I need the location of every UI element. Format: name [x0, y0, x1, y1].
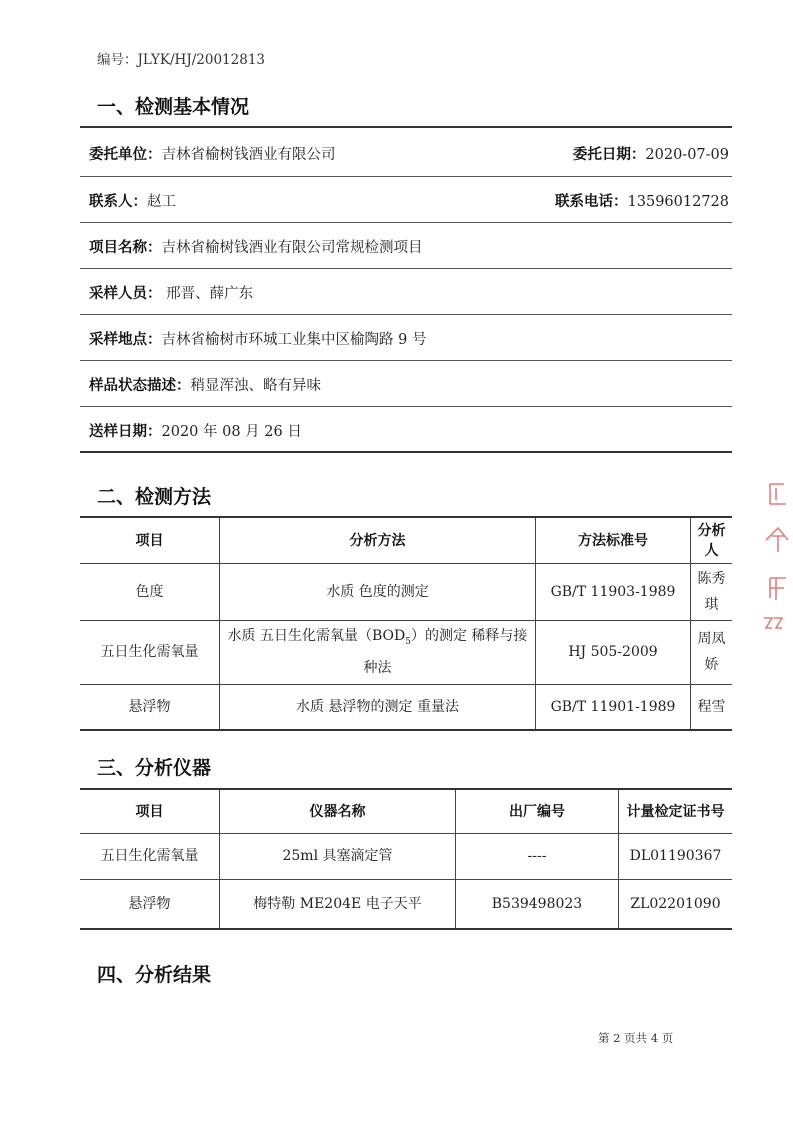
table-row: [80, 879, 732, 929]
value-client: 吉林省榆树钱酒业有限公司: [161, 146, 336, 163]
value-phone: 13596012728: [627, 193, 729, 210]
col-header-analyst: 分析人: [691, 517, 733, 563]
table-row: [80, 833, 732, 879]
cell-method: [220, 620, 536, 684]
label-sample-state: 样品状态描述：: [89, 377, 191, 394]
cell-serial: B539498023: [456, 879, 619, 929]
divider: [80, 126, 732, 128]
cell-instrument: 梅特勒 ME204E 电子天平: [220, 879, 456, 929]
value-commission-date: 2020-07-09: [645, 146, 729, 163]
cell-item: 五日生化需氧量: [80, 620, 220, 684]
info-row-project: [89, 223, 729, 269]
label-project: 项目名称：: [89, 239, 162, 256]
cell-item: 悬浮物: [80, 684, 220, 730]
cell-cert: DL01190367: [619, 833, 733, 879]
method-text-cont: ）的测定 稀释与接种法: [363, 628, 528, 676]
info-row-samplers: [89, 269, 729, 315]
col-header-standard: 方法标准号: [536, 517, 691, 563]
cell-item: 五日生化需氧量: [80, 833, 220, 879]
section-title-basic-info: 一、检测基本情况: [97, 96, 250, 118]
cell-method: 水质 色度的测定: [220, 563, 536, 620]
method-text: 水质 五日生化需氧量（BOD: [227, 628, 406, 645]
cell-standard: GB/T 11903-1989: [536, 563, 691, 620]
instruments-table: [80, 788, 732, 930]
label-location: 采样地点：: [89, 331, 162, 348]
section-title-methods: 二、检测方法: [97, 486, 212, 508]
cell-instrument: 25ml 具塞滴定管: [220, 833, 456, 879]
table-row: [80, 684, 732, 730]
label-samplers: 采样人员：: [89, 285, 162, 302]
cell-standard: GB/T 11901-1989: [536, 684, 691, 730]
divider: [80, 451, 732, 453]
col-header-instrument: 仪器名称: [220, 789, 456, 833]
col-header-item: 项目: [80, 789, 220, 833]
label-phone: 联系电话：: [555, 193, 628, 210]
cell-analyst: 周凤娇: [691, 620, 733, 684]
methods-table: [80, 516, 732, 731]
cell-item: 色度: [80, 563, 220, 620]
info-row-sample-state: [89, 361, 729, 407]
value-delivery-date: 2020 年 08 月 26 日: [161, 423, 302, 440]
method-subscript: 5: [405, 636, 411, 647]
label-client: 委托单位：: [89, 146, 162, 163]
seal-stamp: [758, 478, 790, 638]
value-sample-state: 稍显浑浊、略有异味: [190, 377, 321, 394]
table-header-row: [80, 517, 732, 563]
cell-method: 水质 悬浮物的测定 重量法: [220, 684, 536, 730]
info-row-contact: [89, 177, 729, 223]
cell-item: 悬浮物: [80, 879, 220, 929]
info-row-delivery-date: [89, 407, 729, 453]
label-delivery-date: 送样日期：: [89, 423, 162, 440]
cell-serial: ----: [456, 833, 619, 879]
cell-cert: ZL02201090: [619, 879, 733, 929]
table-row: [80, 563, 732, 620]
document-number: 编号：JLYK/HJ/20012813: [97, 52, 266, 68]
table-row: [80, 620, 732, 684]
info-row-client: [89, 130, 729, 176]
col-header-item: 项目: [80, 517, 220, 563]
cell-standard: HJ 505-2009: [536, 620, 691, 684]
label-commission-date: 委托日期：: [572, 146, 646, 163]
table-header-row: [80, 789, 732, 833]
value-location: 吉林省榆树市环城工业集中区榆陶路 9 号: [161, 331, 427, 348]
label-contact: 联系人：: [89, 193, 147, 210]
section-title-results: 四、分析结果: [97, 964, 212, 986]
col-header-cert: 计量检定证书号: [619, 789, 733, 833]
section-title-instruments: 三、分析仪器: [97, 757, 212, 779]
col-header-method: 分析方法: [220, 517, 536, 563]
info-row-location: [89, 315, 729, 361]
value-samplers: 邢晋、薛广东: [161, 285, 254, 302]
cell-analyst: 陈秀琪: [691, 563, 733, 620]
page-footer: 第 2 页共 4 页: [598, 1031, 674, 1045]
value-project: 吉林省榆树钱酒业有限公司常规检测项目: [161, 239, 423, 256]
cell-analyst: 程雪: [691, 684, 733, 730]
col-header-serial: 出厂编号: [456, 789, 619, 833]
value-contact: 赵工: [147, 193, 176, 210]
